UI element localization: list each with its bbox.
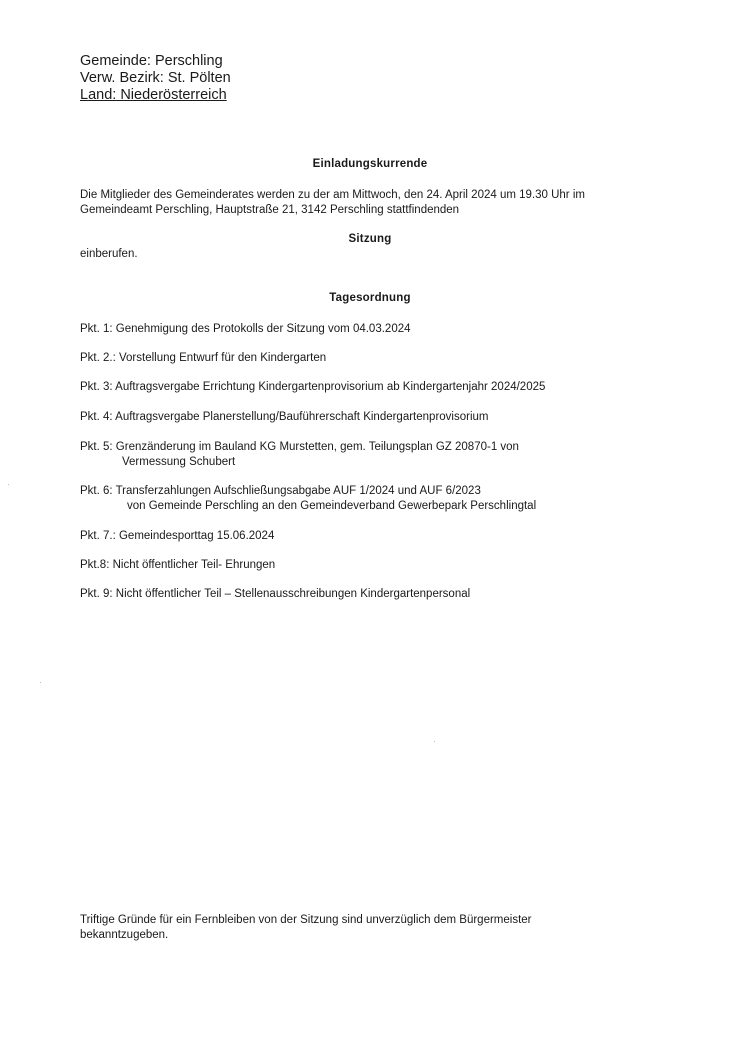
intro-line: Die Mitglieder des Gemeinderates werden zu der am Mittwoch, den 24. April 2024 um 19.30 Uhr im xyxy=(80,189,585,201)
agenda-item xyxy=(80,484,536,514)
bezirk-line: Verw. Bezirk: St. Pölten xyxy=(80,70,231,86)
agenda-item-text: Pkt. 4: Auftragsvergabe Planerstellung/Bauführerschaft Kindergartenprovisorium xyxy=(80,411,489,423)
gemeinde-line: Gemeinde: Perschling xyxy=(80,53,223,69)
agenda-item-text: Pkt. 5: Grenzänderung im Bauland KG Murstetten, gem. Teilungsplan GZ 20870-1 von xyxy=(80,441,519,453)
agenda-heading: Tagesordnung xyxy=(329,292,411,304)
agenda-item-continuation: Vermessung Schubert xyxy=(122,456,236,468)
agenda-item-text: Pkt. 3: Auftragsvergabe Errichtung Kindergartenprovisorium ab Kindergartenjahr 2024/2025 xyxy=(80,381,546,393)
land-line: Land: Niederösterreich xyxy=(80,87,227,103)
footer-note xyxy=(80,913,660,943)
footer-line: bekanntzugeben. xyxy=(80,929,169,941)
agenda-item-continuation: von Gemeinde Perschling an den Gemeindeverband Gewerbepark Perschlingtal xyxy=(127,500,537,512)
scan-speck xyxy=(434,741,435,742)
agenda-item xyxy=(80,529,274,544)
agenda-item-text: Pkt. 7.: Gemeindesporttag 15.06.2024 xyxy=(80,530,275,542)
agenda-item-text: Pkt. 2.: Vorstellung Entwurf für den Kindergarten xyxy=(80,352,327,364)
agenda-item xyxy=(80,558,275,573)
intro-line: Gemeindeamt Perschling, Hauptstraße 21, 3142 Perschling stattfindenden xyxy=(80,204,460,216)
document-title: Einladungskurrende xyxy=(312,158,428,170)
footer-line: Triftige Gründe für ein Fernbleiben von der Sitzung sind unverzüglich dem Bürgermeister xyxy=(80,914,532,926)
sitzung-heading: Sitzung xyxy=(348,233,392,245)
agenda-item xyxy=(80,322,411,337)
agenda-item-text: Pkt. 6: Transferzahlungen Aufschließungsabgabe AUF 1/2024 und AUF 6/2023 xyxy=(80,485,481,497)
intro-paragraph xyxy=(80,188,670,218)
agenda-item xyxy=(80,351,326,366)
agenda-item xyxy=(80,380,545,395)
einberufen-text: einberufen. xyxy=(80,248,138,260)
agenda-item-text: Pkt. 9: Nicht öffentlicher Teil – Stellenausschreibungen Kindergartenpersonal xyxy=(80,588,471,600)
agenda-item xyxy=(80,587,470,602)
agenda-item-text: Pkt. 1: Genehmigung des Protokolls der Sitzung vom 04.03.2024 xyxy=(80,323,411,335)
scan-speck xyxy=(40,682,41,683)
document-header xyxy=(80,53,231,104)
scan-speck xyxy=(8,484,9,485)
agenda-item-text: Pkt.8: Nicht öffentlicher Teil- Ehrungen xyxy=(80,559,276,571)
agenda-item xyxy=(80,440,519,470)
agenda-item xyxy=(80,410,488,425)
